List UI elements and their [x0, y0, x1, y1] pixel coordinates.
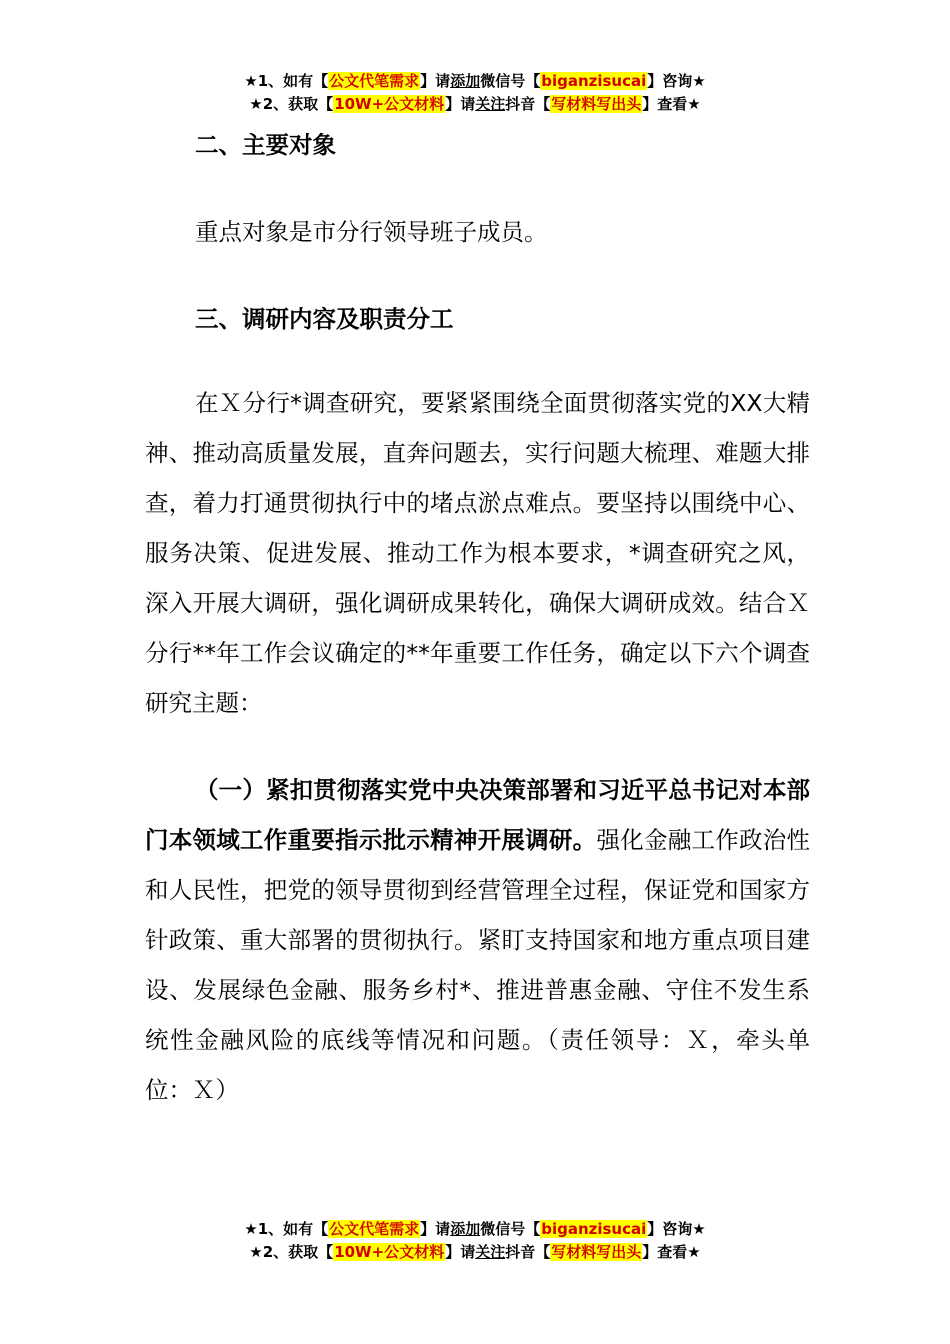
header-banner [0, 70, 950, 116]
banner-highlight: 写材料写出头 [551, 95, 642, 113]
banner-text: 抖音【 [505, 95, 551, 113]
banner-underlined-text: 添加 [450, 72, 481, 90]
paragraph-intro: 在Ｘ分行*调查研究，要紧紧围绕全面贯彻落实党的XX大精神、推动高质量发展，直奔问题去，实行问题大梳理、难题大排查，着力打通贯彻执行中的堵点淤点难点。要坚持以围绕中心、服务决策、促进发展、推动工作为根本要求，*调查研究之风，深入开展大调研，强化调研成果转化，确保大调研成效。结合Ｘ分行**年工作会议确定的**年重要工作任务，确定以下六个调查研究主题： [145, 389, 810, 717]
banner-text: 微信号【 [480, 72, 541, 90]
footer-banner [0, 1218, 950, 1264]
banner-text: 】请 [445, 1243, 476, 1261]
banner-line-1 [0, 1218, 950, 1241]
banner-text: 】请 [420, 72, 451, 90]
banner-line-2 [0, 1241, 950, 1264]
banner-underlined-text: 关注 [475, 95, 506, 113]
banner-text: ★1、如有【 [244, 72, 329, 90]
banner-line-2 [0, 93, 950, 116]
item-1-text: 强化金融工作政治性和人民性，把党的领导贯彻到经营管理全过程，保证党和国家方针政策、重大部署的贯彻执行。紧盯支持国家和地方重点项目建设、发展绿色金融、服务乡村*、推进普惠金融、守住不发生系统性金融风险的底线等情况和问题。（责任领导：Ｘ，牵头单位：Ｘ） [145, 826, 811, 1104]
banner-text: 】查看★ [642, 95, 701, 113]
banner-text: ★1、如有【 [244, 1220, 329, 1238]
banner-line-1 [0, 70, 950, 93]
banner-underlined-text: 关注 [475, 1243, 506, 1261]
banner-highlight: 10W+公文材料 [334, 1243, 445, 1261]
banner-text: 微信号【 [480, 1220, 541, 1238]
banner-text: 】咨询★ [647, 72, 706, 90]
paragraph-item-1 [145, 765, 810, 1115]
section-heading-main-targets: 二、主要对象 [195, 131, 336, 159]
banner-highlight: 公文代笔需求 [329, 72, 420, 90]
section-heading-research-content: 三、调研内容及职责分工 [195, 305, 454, 333]
banner-text: ★2、获取【 [249, 1243, 334, 1261]
banner-highlight: 10W+公文材料 [334, 95, 445, 113]
banner-text: 】查看★ [642, 1243, 701, 1261]
banner-highlight: biganzisucai [541, 1220, 647, 1238]
banner-highlight: biganzisucai [541, 72, 647, 90]
banner-highlight: 公文代笔需求 [329, 1220, 420, 1238]
banner-text: 】请 [420, 1220, 451, 1238]
banner-text: 】咨询★ [647, 1220, 706, 1238]
item-1-title: （一）紧扣贯彻落实党中央决策部署和习近平总书记对本部门本领域工作重要指示批示精神开展调研。 [145, 776, 810, 854]
banner-text: ★2、获取【 [249, 95, 334, 113]
paragraph-targets: 重点对象是市分行领导班子成员。 [195, 218, 548, 246]
banner-underlined-text: 添加 [450, 1220, 481, 1238]
banner-text: 】请 [445, 95, 476, 113]
banner-highlight: 写材料写出头 [551, 1243, 642, 1261]
document-body [145, 120, 810, 1115]
banner-text: 抖音【 [505, 1243, 551, 1261]
